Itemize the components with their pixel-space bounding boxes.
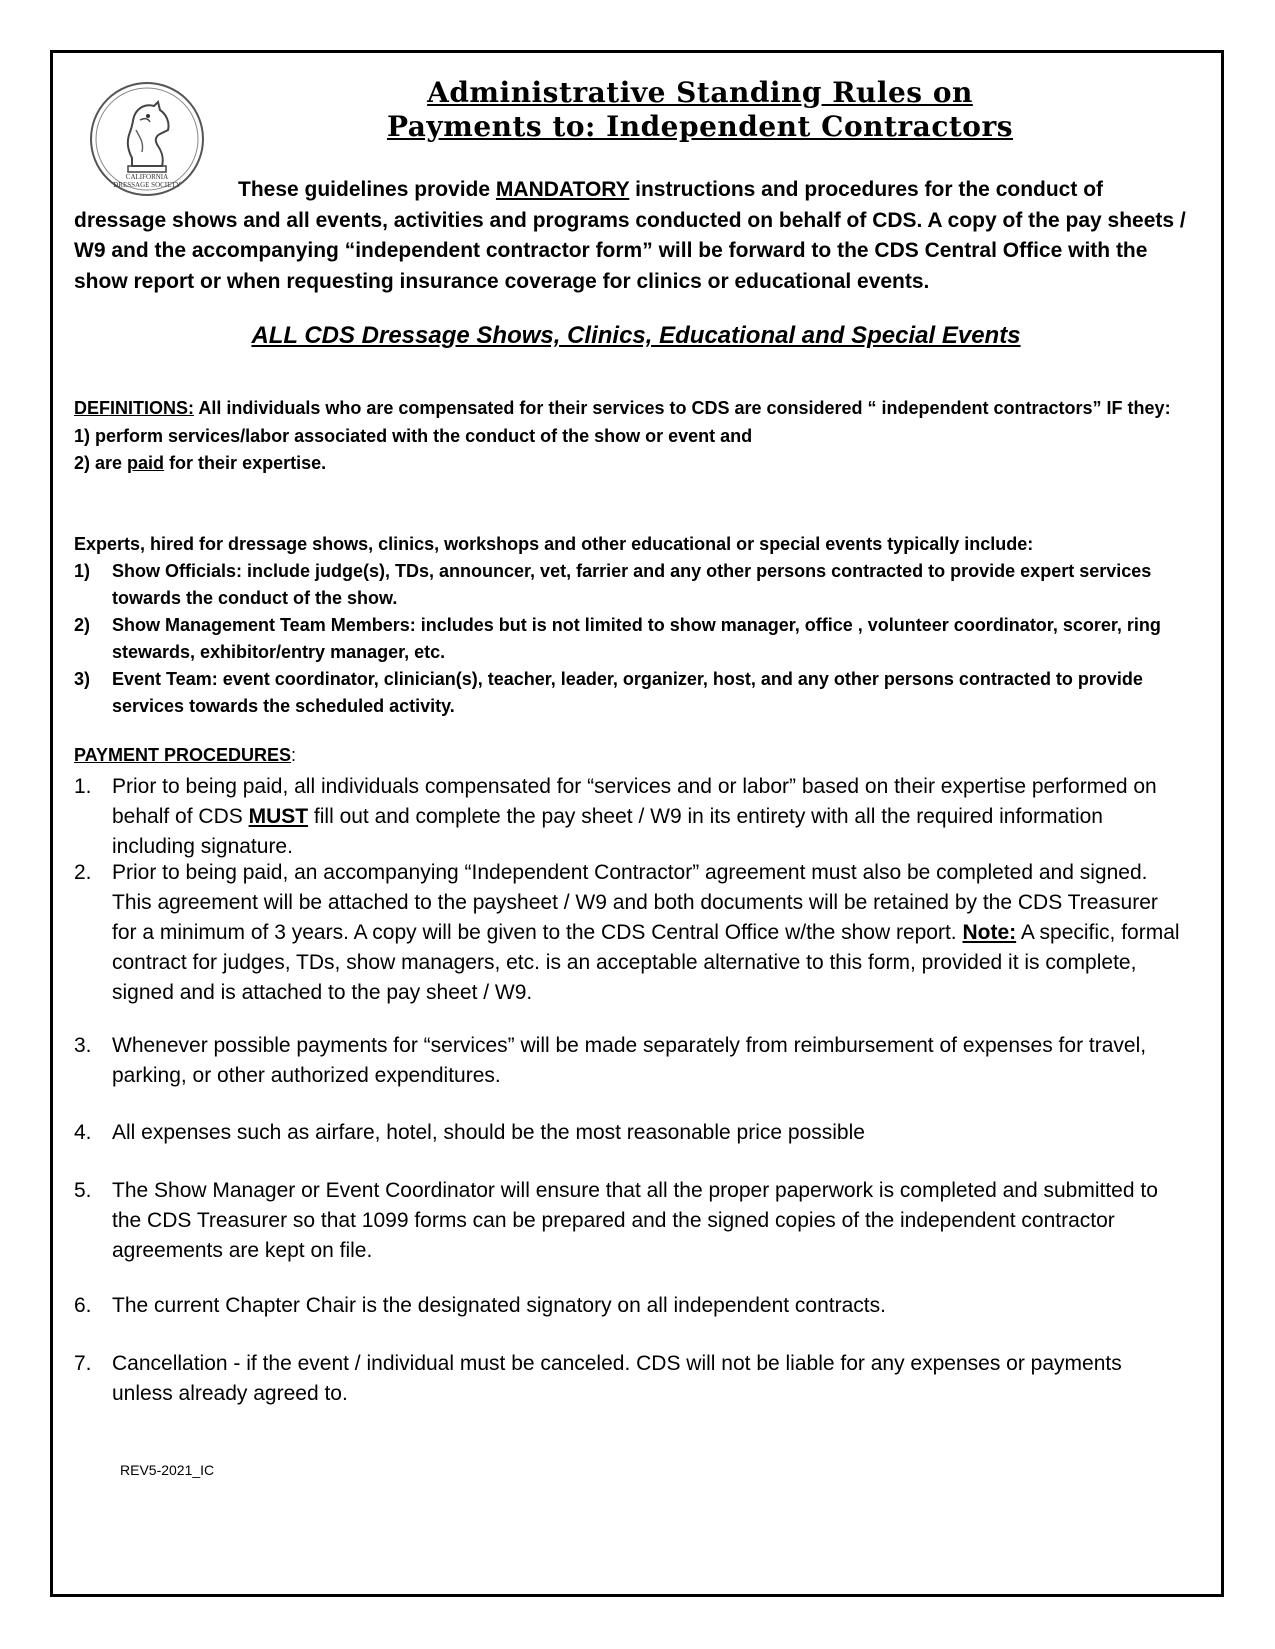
- list-item: [74, 1176, 1184, 1266]
- definitions-section: [74, 395, 1224, 478]
- list-text: Whenever possible payments for “services” will be made separately from reimbursement of expenses for travel, parking, or other authorized expenditures.: [112, 1034, 1147, 1087]
- list-number: 1.: [74, 775, 92, 798]
- list-number: 2): [74, 615, 91, 635]
- list-item: [74, 558, 1174, 612]
- title-line-1: Administrative Standing Rules on: [427, 76, 973, 109]
- list-text: Show Management Team Members: includes but is not limited to show manager, office , volunteer coordinator, scorer, ring stewards, exhibitor/entry manager, etc.: [112, 615, 1161, 662]
- list-item: [74, 612, 1174, 666]
- payment-heading-text: PAYMENT PROCEDURES: [74, 745, 292, 765]
- list-number: 4.: [74, 1121, 92, 1144]
- list-item: [74, 858, 1184, 1008]
- list-number: 1): [74, 561, 91, 581]
- intro-prefix: These guidelines provide: [238, 178, 496, 201]
- list-text: Cancellation - if the event / individual must be canceled. CDS will not be liable for any expenses or payments unless already agreed to.: [112, 1352, 1122, 1405]
- list-number: 6.: [74, 1294, 92, 1317]
- note-emphasis: Note:: [962, 921, 1017, 944]
- definitions-text: [74, 395, 1224, 423]
- list-item: [74, 1031, 1184, 1091]
- list-item: [74, 772, 1184, 862]
- definitions-item-1: 1) perform services/labor associated with the conduct of the show or event and: [74, 425, 753, 446]
- must-emphasis: MUST: [248, 805, 309, 828]
- definitions-item-2: [74, 450, 1224, 478]
- intro-suffix: instructions and procedures for the conduct of: [629, 178, 1104, 201]
- list-number: 7.: [74, 1352, 92, 1375]
- intro-rest: dressage shows and all events, activities and programs conducted on behalf of CDS. A copy of the pay sheets / W9 and the accompanying “independent contractor form” will be forward to the CDS Central Office with the show report or when requesting insurance coverage for clinics or educational events.: [74, 208, 1186, 293]
- list-item: [74, 1349, 1184, 1409]
- svg-text:CALIFORNIA: CALIFORNIA: [125, 173, 169, 181]
- list-text: Event Team: event coordinator, clinician(s), teacher, leader, organizer, host, and any other persons contracted to provide services towards the scheduled activity.: [112, 669, 1143, 716]
- def-item2-prefix: 2) are: [74, 453, 128, 473]
- list-number: 5.: [74, 1179, 92, 1202]
- list-item: [74, 1118, 1184, 1148]
- def-item2-suffix: for their expertise.: [164, 453, 327, 473]
- list-text: The current Chapter Chair is the designated signatory on all independent contracts.: [112, 1294, 886, 1317]
- list-item: [74, 666, 1174, 720]
- intro-first-line: [74, 175, 1194, 206]
- list-text: fill out and complete the pay sheet / W9 in its entirety with all the required information including signature.: [112, 805, 1103, 858]
- list-text: All expenses such as airfare, hotel, should be the most reasonable price possible: [112, 1121, 865, 1144]
- svg-text:DRESSAGE SOCIETY: DRESSAGE SOCIETY: [113, 181, 181, 189]
- list-item: [74, 1291, 1184, 1321]
- title-line-2: Payments to: Independent Contractors: [386, 110, 1013, 143]
- list-text: Show Officials: include judge(s), TDs, announcer, vet, farrier and any other persons contracted to provide expert services towards the conduct of the show.: [112, 561, 1152, 608]
- list-text: The Show Manager or Event Coordinator will ensure that all the proper paperwork is completed and submitted to the CDS Treasurer so that 1099 forms can be prepared and the signed copies of the independent contractor agreements are kept on file.: [112, 1179, 1158, 1262]
- list-number: 3): [74, 669, 91, 689]
- payment-heading-colon: :: [291, 745, 297, 765]
- list-number: 3.: [74, 1034, 92, 1057]
- definitions-label: DEFINITIONS:: [74, 398, 194, 418]
- list-text: A specific, formal contract for judges, TDs, show managers, etc. is an acceptable alternative to this form, provided it is complete, signed and is attached to the pay sheet / W9.: [112, 921, 1180, 1004]
- revision-code: REV5-2021_IC: [120, 1462, 215, 1478]
- list-text: Prior to being paid, an accompanying “Independent Contractor” agreement must also be completed and signed. This agreement will be attached to the paysheet / W9 and both documents will be retained by the CDS Treasurer for a minimum of 3 years. A copy will be given to the CDS Central Office w/the show report.: [112, 861, 1158, 944]
- payment-procedures-heading: [74, 745, 296, 766]
- mandatory-emphasis: MANDATORY: [495, 178, 630, 201]
- definitions-body: All individuals who are compensated for their services to CDS are considered “ independent contractors” IF they:: [194, 398, 1171, 418]
- list-number: 2.: [74, 861, 92, 884]
- paid-emphasis: paid: [127, 453, 165, 473]
- events-subtitle: ALL CDS Dressage Shows, Clinics, Educational and Special Events: [251, 322, 1021, 349]
- experts-intro: Experts, hired for dressage shows, clinics, workshops and other educational or special events typically include:: [74, 534, 1034, 554]
- intro-paragraph: [74, 175, 1194, 297]
- list-text: Prior to being paid, all individuals compensated for “services and or labor” based on their expertise performed on behalf of CDS: [112, 775, 1157, 828]
- experts-list: [74, 558, 1174, 720]
